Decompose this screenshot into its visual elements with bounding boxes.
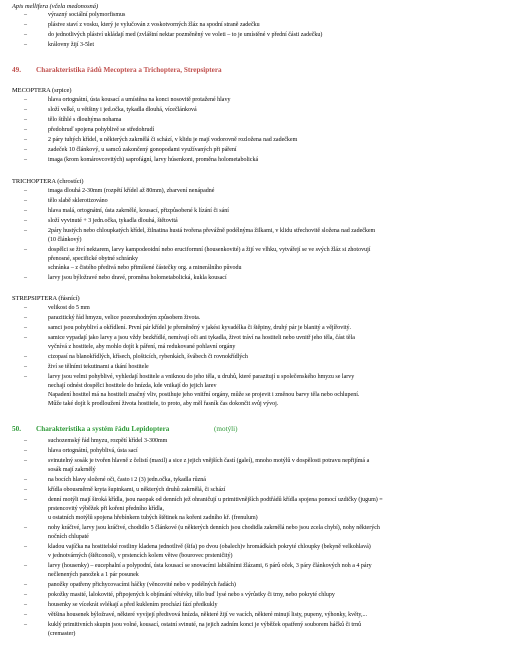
list-item: 2 páry tuhých křídel, u některých zakrnělá či schází, v klidu je mají vodorovně rozložena nad zadečkem [48, 137, 298, 143]
bullet-dash: – [24, 198, 27, 204]
list-item: velikost do 5 mm [48, 305, 90, 311]
bullet-dash: – [24, 458, 27, 464]
section-number: 50. [12, 425, 21, 433]
bullet-dash: – [24, 335, 27, 341]
bullet-dash: – [24, 354, 27, 360]
bullet-dash: – [24, 305, 27, 311]
list-item: samice vypadají jako larvy a jsou vždy bezkřídlé, nemívají oči ani tykadla, život tráví na hostiteli nebo uvnitř jeho těla, část těla [48, 335, 355, 341]
section-title-suffix: (motýli) [214, 425, 238, 433]
bullet-dash: – [24, 32, 27, 38]
bullet-dash: – [24, 147, 27, 153]
list-item-continuation: schránka – z čistého předivá nebo přimíšené částečky org. a minerálního původu [48, 265, 242, 271]
section-title: Charakteristika a systém řádu Lepidoptera [36, 425, 170, 433]
list-item: parazitický řád hmyzu, velice pozoruhodným způsobem života. [48, 315, 201, 321]
bullet-dash: – [24, 563, 27, 569]
list-item: nohy kráčivé, larvy jsou kráčivé, chodidlo 5 článkové (u některých denních jsou chodidla zakrnělá nebo jsou zcela chybí), nohy některých [48, 525, 380, 531]
bullet-dash: – [24, 127, 27, 133]
bullet-dash: – [24, 228, 27, 234]
list-item: imaga (krom komárovcovitých) saprofágní, larvy húsenkoni, proměna holometabolická [48, 157, 259, 163]
bullet-dash: – [24, 592, 27, 598]
list-item-continuation: nočních chlupaté [48, 534, 89, 540]
list-item: hlava ortognátní, ústa kousací a umístěna na konci nosovitě protažené hlavy [48, 97, 231, 103]
bullet-dash: – [24, 602, 27, 608]
bullet-dash: – [24, 42, 27, 48]
list-item: tělo štíhlé s dlouhýma nohama [48, 117, 122, 123]
list-item: složí vyvinuté + 3 jedn.očka, tykadla dlouhá, štětovitá [48, 218, 178, 224]
bullet-dash: – [24, 247, 27, 253]
paragraph-line: Může také dojít k prodloužení života hostitele, to proto, aby měl řasník čas dokončit svůj vývoj. [48, 401, 279, 407]
bullet-dash: – [24, 497, 27, 503]
bullet-dash: – [24, 364, 27, 370]
list-item: křídla obousměrně kryta šupinkami, u některých druhů zakrnělá, či schází [48, 487, 226, 493]
list-item: na bocích hlavy složené oči, často i 2 (3) jedn.očka, tykadla různá [48, 477, 206, 483]
list-item: kuklý primitivních skupin jsou volné, kousací, ostatní svinuté, na jejich zadním konci je výběžek opatřený souborem háčků či trnů [48, 622, 362, 628]
list-item: výrazný sociální polymorfismus [48, 12, 126, 18]
bullet-dash: – [24, 97, 27, 103]
list-item-continuation: vyčnívá z hostitele, aby mohlo dojít k páření, má redukované pohlavní orgány [48, 344, 236, 350]
list-item-continuation: (cremaster) [48, 631, 76, 637]
list-item-continuation: v jednotvárných (štětconoš), v prstencích kolem větve (bourovec prsteničitý) [48, 553, 233, 559]
bullet-dash: – [24, 374, 27, 380]
list-item: samci jsou pohybliví a okřídlení. První pár křídel je přeměněný v jakési kyvadélka či štěpiny, druhý pár je blanitý a vějířovitý. [48, 325, 352, 331]
bullet-dash: – [24, 622, 27, 628]
subsection-heading: MECOPTERA (srpice) [12, 87, 72, 94]
list-item: hlava malá, ortognátní, ústa zakrnělé, kousací, přizpůsobené k lízání či sání [48, 208, 229, 214]
list-item: tělo slabě sklerotizováno [48, 198, 108, 204]
species-heading: Apis mellifera (včela medonosná) [12, 3, 99, 10]
list-item: složí velké, u většiny i jed.očka, tykadla dlouhá, vícečlánková [48, 107, 197, 113]
section-title: Charakteristika řádů Mecoptera a Trichoptera, Strepsiptera [36, 66, 222, 74]
list-item: zadeček 10 článkový, u samců zakončený gonopodami využívaných při páření [48, 147, 237, 153]
list-item: předohruď spojena pohyblivě se středohrudí [48, 127, 155, 133]
bullet-dash: – [24, 275, 27, 281]
list-item: denní motýli mají široká křídla, jsou naopak od denních jež ohraničují u primitivnějších podtřádů křídla spojena pomocí uzdičky (jugum) = [48, 497, 383, 503]
bullet-dash: – [24, 188, 27, 194]
bullet-dash: – [24, 117, 27, 123]
bullet-dash: – [24, 487, 27, 493]
list-item: svinutelný sosák je tvořen hlavně z čelistí (maxil) a sice z jejich vnějších častí (galeí), mnoho motýlů v dospělosti potravu nepřijímá a [48, 458, 370, 464]
bullet-dash: – [24, 448, 27, 454]
list-item: živí se tělními tekutinami a tkání hostitele [48, 364, 149, 370]
subsection-heading: STREPSIPTERA (řásnící) [12, 295, 80, 302]
list-item: do jednotlivých pláství ukládají med (zvláštní nektar pozměněný ve voleti – to je umístěné v přední části zadečku) [48, 32, 323, 38]
list-item-continuation: u ostatních motýlů spojena hřebínkem tuhých štětinek na kořeni zadního kř. (frenulum) [48, 515, 258, 521]
list-item-continuation: sosák mají zakrnělý [48, 467, 96, 473]
bullet-dash: – [24, 315, 27, 321]
list-item: larvy jsou velmi pohyblivé, vyhledají hostitele a vniknou do jeho těla, u druhů, které parazitují u společenského hmyzu se larvy [48, 374, 355, 380]
list-item: suchozemský řád hmyzu, rozpětí křídel 3-300mm [48, 438, 168, 444]
bullet-dash: – [24, 218, 27, 224]
list-item-continuation: přenosné, specifické obytné schránky [48, 256, 138, 262]
subsection-heading: TRICHOPTERA (chrostíci) [12, 178, 84, 185]
list-item-continuation: nečlenených panožek a 1 pár posunek [48, 572, 139, 578]
list-item: většina housenek býložravé, některé vyvíjejí předivová hnízda, některé žijí ve vacích, některé minují listy, pupeny, výhonky, květy,... [48, 612, 368, 618]
bullet-dash: – [24, 525, 27, 531]
bullet-dash: – [24, 157, 27, 163]
bullet-dash: – [24, 325, 27, 331]
bullet-dash: – [24, 208, 27, 214]
bullet-dash: – [24, 544, 27, 550]
bullet-dash: – [24, 137, 27, 143]
list-item: hlava ortognátní, pohyblivá, ústa sací [48, 448, 138, 454]
bullet-dash: – [24, 477, 27, 483]
list-item-continuation: nechají odnést dospělci hostitele do hnízda, kde vnikají do jejich larev [48, 383, 217, 389]
list-item: dospělci se živí nektarem, larvy kampodeoidní nebo eruciformní (housenkovité) a žijí ve vlhku, vytvářejí se ve svých žláz si zhotovují [48, 247, 371, 253]
bullet-dash: – [24, 582, 27, 588]
list-item-continuation: prstencovitý výběžek při kořeni předního křídla, [48, 506, 164, 512]
list-item: imaga dlouhá 2-30mm (rozpětí křídel až 80mm), zbarvení nenápadné [48, 188, 215, 194]
list-item: pokožky masité, lalokovité, připojených k objímání větévky, tělo buď lysé nebo s výrůstky či trny, nebo pokryté chlupy [48, 592, 335, 598]
section-number: 49. [12, 66, 21, 74]
bullet-dash: – [24, 12, 27, 18]
list-item: panožky opatřeny přichycovacími háčky (věncovité nebo v podélných řadách) [48, 582, 236, 588]
list-item: larvy jsou býložravé nebo dravé, proměna holometabolická, kukla kousací [48, 275, 227, 281]
list-item: larvy (housenky) – eucephalní a polypodní, ústa kousací se snovacími labiálními žlázami, 6 párů oček, 3 páry článkových noh a 4 páry [48, 563, 372, 569]
list-item-continuation: (10 článkový) [48, 237, 82, 243]
bullet-dash: – [24, 612, 27, 618]
list-item: královny žijí 3-5let [48, 42, 94, 48]
bullet-dash: – [24, 438, 27, 444]
list-item: housenky se vícekrát svlékají a před kuklením prochází fází předkukly [48, 602, 218, 608]
list-item: 2páry hustých nebo chloupkatých křídel, žilnatina hustá tvořena převážně podélnýma žilkami, v klidu střechovitě složena nad zadečkem [48, 228, 376, 234]
list-item: plástve staví z vosku, který je vylučován z voskotvorných žláz na spodní straně zadečku [48, 22, 260, 28]
list-item: kladou vajíčka na hostitelské rostliny kladena jednotlivě (šifa) po dvou (obalech)v hromádkách pokryté chloupky (bekyně velkohlavá) [48, 544, 371, 550]
paragraph-line: Napadení hostitel má na hostiteli značný vliv, postihuje jeho vnitřní orgány, může se projevit i změnou barvy těla nebo ochlupení. [48, 392, 360, 398]
bullet-dash: – [24, 107, 27, 113]
list-item: cizopasí na blanokřídlých, křísech, plošticích, rybenkách, švábech či rovnokřídlých [48, 354, 248, 360]
bullet-dash: – [24, 22, 27, 28]
